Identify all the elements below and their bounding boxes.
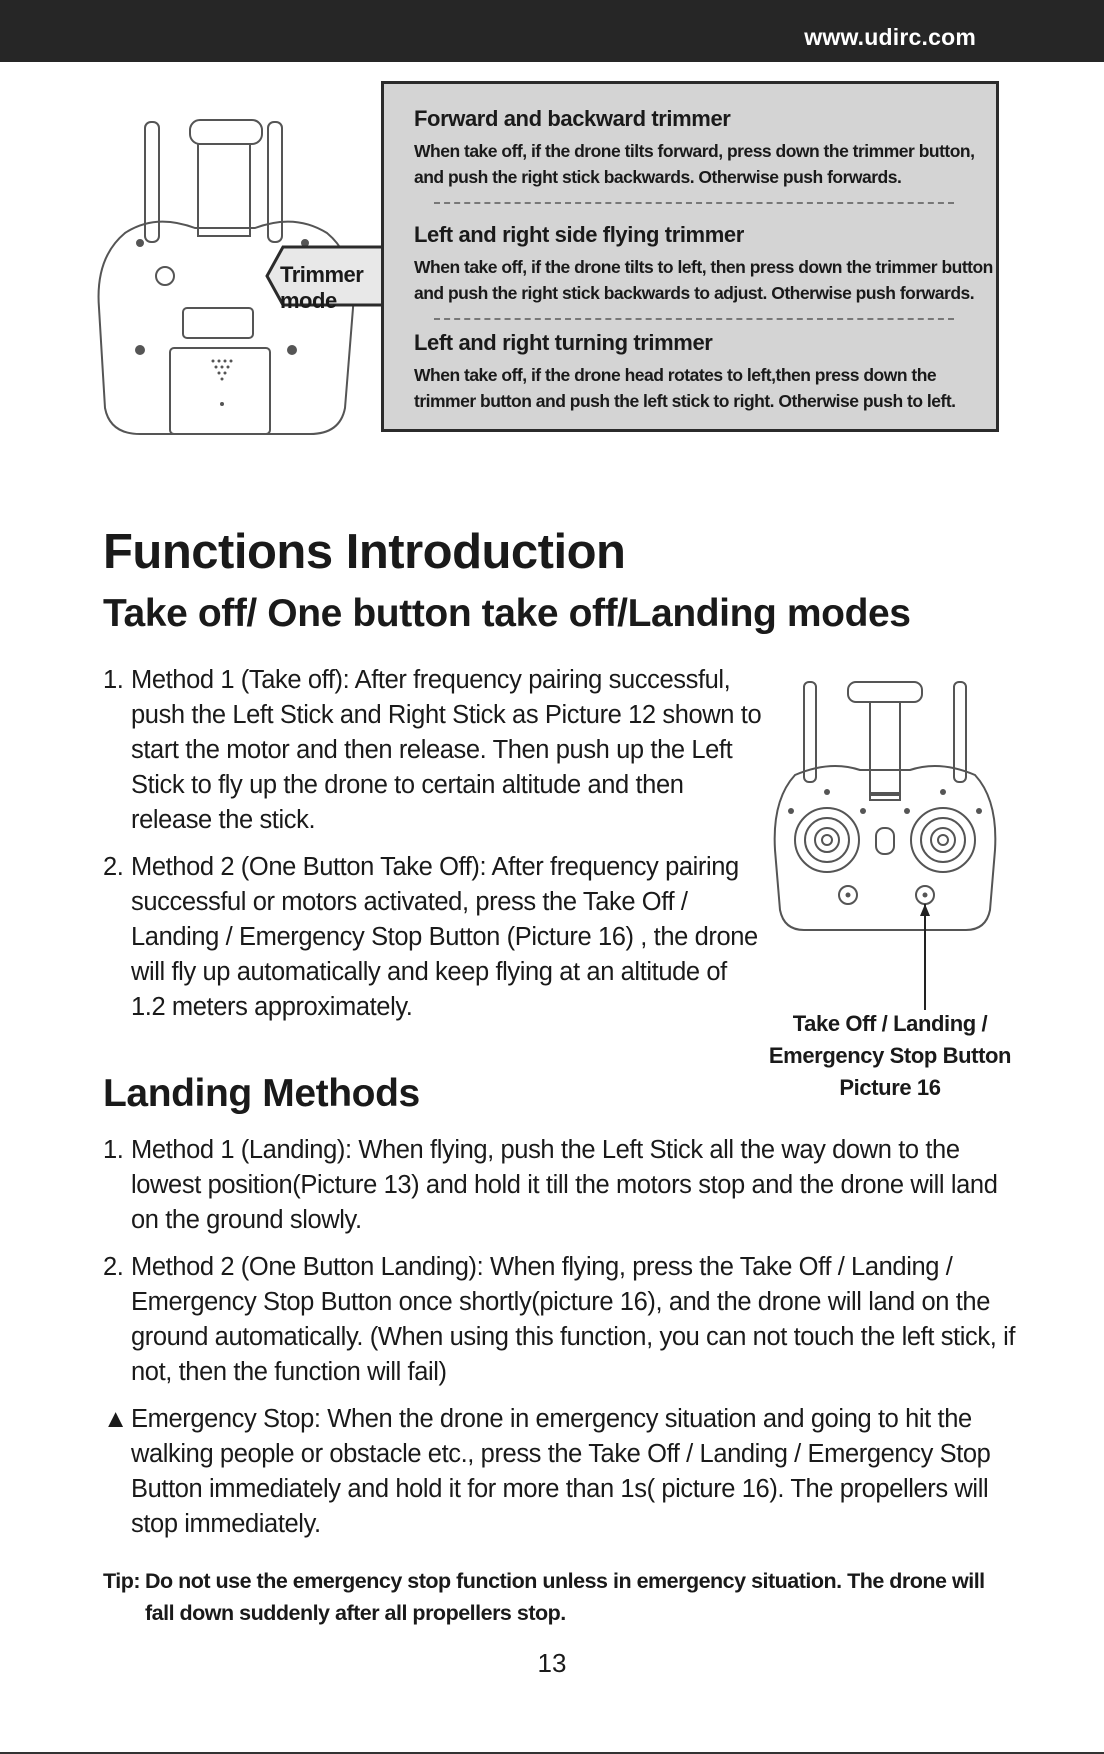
trimmer-section-text: When take off, if the drone tilts forward, press down the trimmer button, and push the right stick backwards. Otherwise push forwards. bbox=[414, 141, 975, 187]
trimmer-section-title: Left and right turning trimmer bbox=[414, 330, 713, 355]
tip-note bbox=[103, 1565, 1003, 1629]
website-url: www.udirc.com bbox=[804, 24, 976, 50]
caption-line: Picture 16 bbox=[839, 1075, 941, 1100]
trimmer-section-title: Forward and backward trimmer bbox=[414, 106, 731, 131]
caption-line: Take Off / Landing / bbox=[792, 1011, 988, 1036]
list-number: 2. bbox=[103, 1253, 124, 1281]
warning-triangle-icon: ▲ bbox=[103, 1405, 128, 1433]
divider bbox=[434, 318, 954, 320]
trimmer-section-turning bbox=[414, 330, 994, 414]
list-number: 1. bbox=[103, 1136, 124, 1164]
page-title: Functions Introduction bbox=[103, 525, 626, 579]
landing-methods-list bbox=[103, 1133, 1023, 1554]
list-text: Method 2 (One Button Take Off): After frequency pairing successful or motors activated, press the Take Off / Landing / Emergency Stop Button (Picture 16) , the drone will fly up automatically and keep flying at an altitude of 1.2 meters approximately. bbox=[131, 853, 758, 1021]
trimmer-instructions-box bbox=[381, 81, 999, 432]
header-bar bbox=[0, 0, 1104, 62]
section-title-takeoff: Take off/ One button take off/Landing modes bbox=[103, 592, 911, 635]
page-number: 13 bbox=[537, 1648, 567, 1678]
list-number: 1. bbox=[103, 666, 124, 694]
list-item bbox=[103, 1133, 1023, 1238]
section-title-landing: Landing Methods bbox=[103, 1072, 420, 1115]
list-item bbox=[103, 663, 763, 838]
trimmer-section-side-flying bbox=[414, 222, 994, 306]
trimmer-section-text: When take off, if the drone tilts to left, then press down the trimmer button and push the right stick backwards to adjust. Otherwise push forwards. bbox=[414, 257, 993, 303]
tip-text: Do not use the emergency stop function unless in emergency situation. The drone will fall down suddenly after all propellers stop. bbox=[145, 1569, 985, 1625]
picture-16-caption bbox=[760, 1008, 1020, 1104]
list-item bbox=[103, 1402, 1023, 1542]
caption-line: Emergency Stop Button bbox=[768, 1043, 1012, 1068]
list-text: Emergency Stop: When the drone in emergency situation and going to hit the walking people or obstacle etc., press the Take Off / Landing / Emergency Stop Button immediately and hold it for more than 1s( picture 16). The propellers will stop immediately. bbox=[131, 1405, 991, 1538]
trimmer-section-forward-backward bbox=[414, 106, 994, 190]
tip-label: Tip: bbox=[103, 1569, 141, 1593]
list-number: 2. bbox=[103, 853, 124, 881]
takeoff-methods-list bbox=[103, 663, 763, 1037]
list-text: Method 1 (Take off): After frequency pairing successful, push the Left Stick and Right Stick as Picture 12 shown to start the motor and then release. Then push up the Left Stick to fly up the drone to certain altitude and then release the stick. bbox=[131, 666, 762, 834]
list-text: Method 2 (One Button Landing): When flying, press the Take Off / Landing / Emergency Stop Button once shortly(picture 16), and the drone will land on the ground automatically. (When using this function, you can not touch the left stick, if not, then the function will fail) bbox=[131, 1253, 1016, 1386]
trimmer-section-text: When take off, if the drone head rotates to left,then press down the trimmer button and push the left stick to right. Otherwise push to left. bbox=[414, 365, 956, 411]
trimmer-section-title: Left and right side flying trimmer bbox=[414, 222, 744, 247]
list-item bbox=[103, 1250, 1023, 1390]
divider bbox=[434, 202, 954, 204]
trimmer-mode-label: Trimmer mode bbox=[280, 262, 364, 313]
list-item bbox=[103, 850, 763, 1025]
list-text: Method 1 (Landing): When flying, push the Left Stick all the way down to the lowest position(Picture 13) and hold it till the motors stop and the drone will land on the ground slowly. bbox=[131, 1136, 998, 1234]
remote-front-illustration bbox=[770, 680, 1000, 1015]
